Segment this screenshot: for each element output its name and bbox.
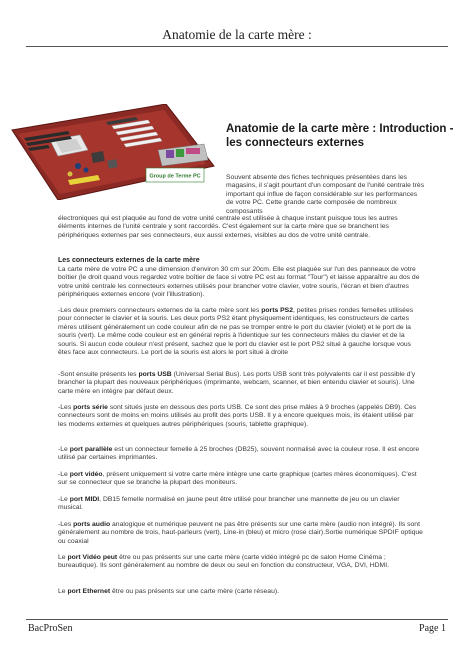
term-audio: ports audio <box>73 521 111 528</box>
intro-paragraph-1: Souvent absente des fiches techniques présentées dans les magasins, il s'agit pourtant d'un composant de l'unité centrale très important qui influe de façon considérable sur les performances de votre PC. Cette grande carte composée de nombreux composants <box>226 174 425 215</box>
intro-paragraph-2: électroniques qui est plaquée au fond de votre unité centrale est utilisée à chaque instant puisque tous les autres éléments internes de l'unité centrale y sont raccordés. C'est également sur la carte mère que se branchent les périphériques externes par ses connecteurs, eux aussi externes, visibles au dos de votre unité centrale. <box>58 215 398 239</box>
term-midi: port MIDI <box>69 496 100 503</box>
page-header-title: Anatomie de la carte mère : <box>162 27 312 42</box>
header-divider <box>26 46 448 47</box>
paragraph-video-port: Le port Vidéo peut être ou pas présents sur une carte mère (carte vidéo intégré pc de salon Home Cinéma ; bureautique). Ils sont généralement au nombre de deux ou seul en fonction du constructeur, VGA, DVI, HDMI. <box>58 554 389 570</box>
paragraph-audio: -Les ports audio analogique et numérique peuvent ne pas être présents sur une carte mère (audio non intégré). Ils sont généralement au nombre de trois, haut-parleurs (vert), Line-in (bleu) et micro (rose clair).Sortie numérique SPDIF optique ou coaxial <box>58 521 423 545</box>
motherboard-image <box>8 104 218 200</box>
main-title: Anatomie de la carte mère : Introduction - les connecteurs externes <box>226 123 454 149</box>
footer-divider <box>26 619 448 620</box>
term-serie: ports série <box>73 404 108 411</box>
section-heading: Les connecteurs externes de la carte mère <box>58 257 200 264</box>
paragraph-parallele: -Le port parallèle est un connecteur femelle à 25 broches (DB25), souvent normalisé avec la couleur rose. Il est encore utilisé par certaines imprimantes. <box>58 446 420 462</box>
paragraph-ps2: -Les deux premiers connecteurs externes de la carte mère sont les ports PS2, petites prises rondes femelles utilisées pour connecter le clavier et la souris. Les deux ports PS2 étant physiquement identiques, les constructeurs de cartes mères utilisent généralement un code couleur afin de ne pas se tromper entre le port du clavier (violet) et le port de la souris (vert). Le même code couleur est en général repris à l'identique sur les connecteurs mâles du clavier et de la souris. Si aucun code couleur n'est présent, sachez que le port du clavier est le port PS2 situé à gauche lorsque vous êtes face aux connecteurs. Le port de la souris est alors le port situé à droite <box>58 307 414 357</box>
paragraph-video: -Le port vidéo, présent uniquement si votre carte mère intègre une carte graphique (cartes mères économiques). C'est sur se connecteur que se branche la plupart des moniteurs. <box>58 471 417 487</box>
paragraph-dimensions: La carte mère de votre PC a une dimension d'environ 30 cm sur 20cm. Elle est plaquée sur l'un des panneaux de votre boîtier (le droit quand vous regardez votre boîtier de face si votre PC est au format "Tour") et laisse apparaître au dos de votre unité centrale les connecteurs externes utilisés pour brancher votre clavier, votre souris, l'écran et bien d'autres périphériques externes encore (voir l'illustration). <box>58 266 420 299</box>
term-ethernet: port Ethernet <box>67 588 111 595</box>
term-video-port: port Vidéo peut <box>67 554 118 561</box>
term-ps2: ports PS2 <box>261 307 293 314</box>
term-parallele: port parallèle <box>69 446 113 453</box>
page-number: Page 1 <box>419 623 446 634</box>
footer-author: BacProSen <box>28 623 73 634</box>
term-video: port vidéo <box>69 471 103 478</box>
paragraph-serie: -Les ports série sont situés juste en dessous des ports USB. Ce sont des prise mâles à 9 broches (appelés DB9). Ces connecteurs sont de moins en moins utilisés au profit des ports USB. Il y a encore quelques mois, ils étaient utilisé par les modems externes et quelques autres périphériques (souris, tablette graphique). <box>58 404 417 428</box>
paragraph-usb: -Sont ensuite présents les ports USB (Universal Serial Bus). Les ports USB sont très polyvalents car il est possible d'y brancher la plupart des nouveaux périphériques (imprimante, webcam, scanner, et bien entendu clavier et souris). Une carte mère en intègre par défaut deux. <box>58 371 416 395</box>
paragraph-ethernet: Le port Ethernet être ou pas présents sur une carte mère (carte réseau). <box>58 588 279 595</box>
logo-text: Group de Terme PC <box>149 173 201 180</box>
term-usb: ports USB <box>138 371 172 378</box>
paragraph-midi: -Le port MIDI, DB15 femelle normalisé en jaune peut être utilisé pour brancher une mannette de jeu ou un clavier musical. <box>58 496 400 512</box>
